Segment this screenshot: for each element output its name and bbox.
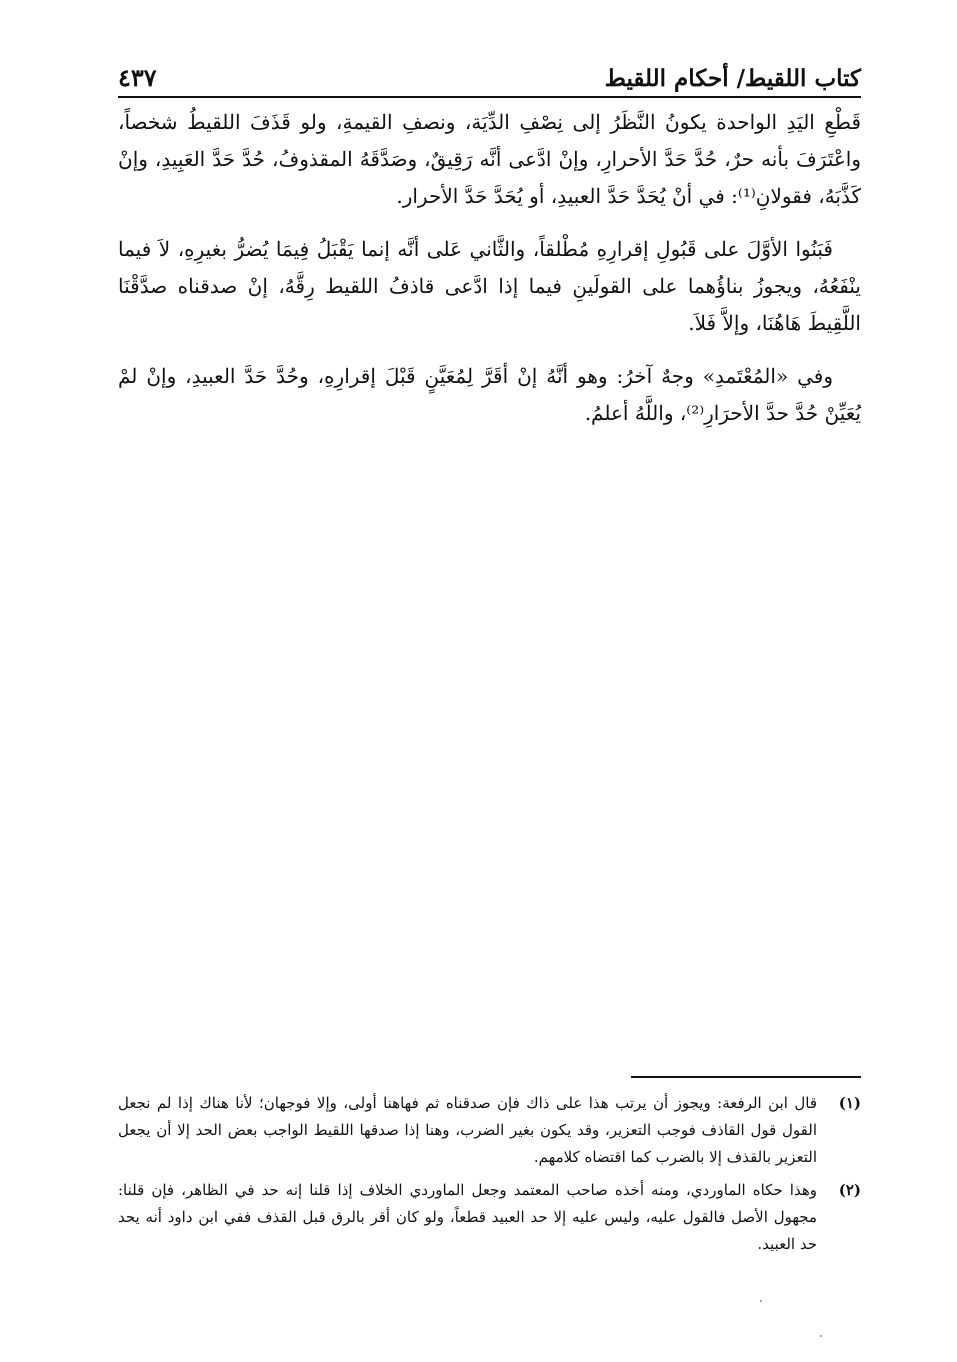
footnote-text: وهذا حكاه الماوردي، ومنه أخذه صاحب المعتمد وجعل الماوردي الخلاف إذا قلنا إنه حد في الظاهر، فإن قلنا: مجهول الأصل فالقول عليه، وليس عليه إلا حد العبيد قطعاً، ولو كان أقر بالرق قبل القذف ففي ابن داود أنه يحد حد العبيد. — [118, 1181, 817, 1253]
footnote-divider — [631, 1076, 861, 1078]
paragraph-2: فَبَنُوا الأوَّلَ على قَبُولِ إقرارِهِ مُطْلقاً، والثَّاني عَلى أنَّه إنما يَقْبَلُ فِيمَا يُضرُّ بغيرِهِ، لاَ فيما ينْفَعُهُ، ويجوزُ بناؤُهما على القولَينِ فيما إذا ادَّعى قاذفُ اللقيط رِقَّهُ، إنْ صدقناه صدَّقْنَا اللَّقِيطَ هَاهُنَا، وإلاَّ فَلاَ. — [118, 237, 861, 335]
footnote-2 — [118, 1177, 861, 1258]
footnote-1 — [118, 1090, 861, 1171]
page-header — [118, 52, 861, 92]
page-number: ٤٣٧ — [118, 63, 157, 92]
scan-speck — [760, 1300, 762, 1302]
running-title: كتاب اللقيط/ أحكام اللقيط — [604, 65, 861, 92]
footnotes — [118, 1090, 861, 1264]
paragraph-1: قَطْعِ اليَدِ الواحدة يكونُ النَّظَرُ إلى نِصْفِ الدِّيَة، ونصفِ القيمةِ، ولو قَذَفَ اللقيطُ شخصاً، واعْتَرَفَ بأنه حرٌ، حُدَّ حَدَّ الأحرارِ، وإنْ ادَّعى أنَّه رَقِيقٌ، وصَدَّقَهُ المقذوفُ، حُدَّ حَدَّ العَبِيدِ، وإنْ كَذَّبَهُ، فقولانِ⁽¹⁾: في أنْ يُحَدَّ حَدَّ العبيدِ، أو يُحَدَّ حَدَّ الأحرار. — [118, 110, 861, 208]
footnote-mark: (٢) — [838, 1181, 861, 1199]
scan-speck — [820, 1335, 822, 1337]
footnote-text: قال ابن الرفعة: ويجوز أن يرتب هذا على ذاك فإن صدقناه ثم فهاهنا أولى، وإلا فوجهان؛ لأنا هناك إذا لم نجعل القول قول القاذف فوجب التعزير، وقد يكون بغير الضرب، وهنا إذا صدقها اللقيط الواجب بعض الحد إلا أن يجعل التعزير بالقذف إلا بالضرب كما اقتضاه كلامهم. — [118, 1094, 817, 1166]
paragraph-3: وفي «المُعْتَمدِ» وجهٌ آخرُ: وهو أنَّهُ إنْ أقَرَّ لِمُعَيَّنٍ قَبْلَ إقرارِهِ، وحُدَّ حَدَّ العبيدِ، وإنْ لمْ يُعَيِّنْ حُدَّ حدَّ الأحرَارِ⁽²⁾، واللَّهُ أعلمُ. — [118, 364, 861, 425]
footnote-mark: (١) — [838, 1094, 861, 1112]
header-divider — [118, 96, 861, 98]
main-text — [118, 104, 861, 448]
